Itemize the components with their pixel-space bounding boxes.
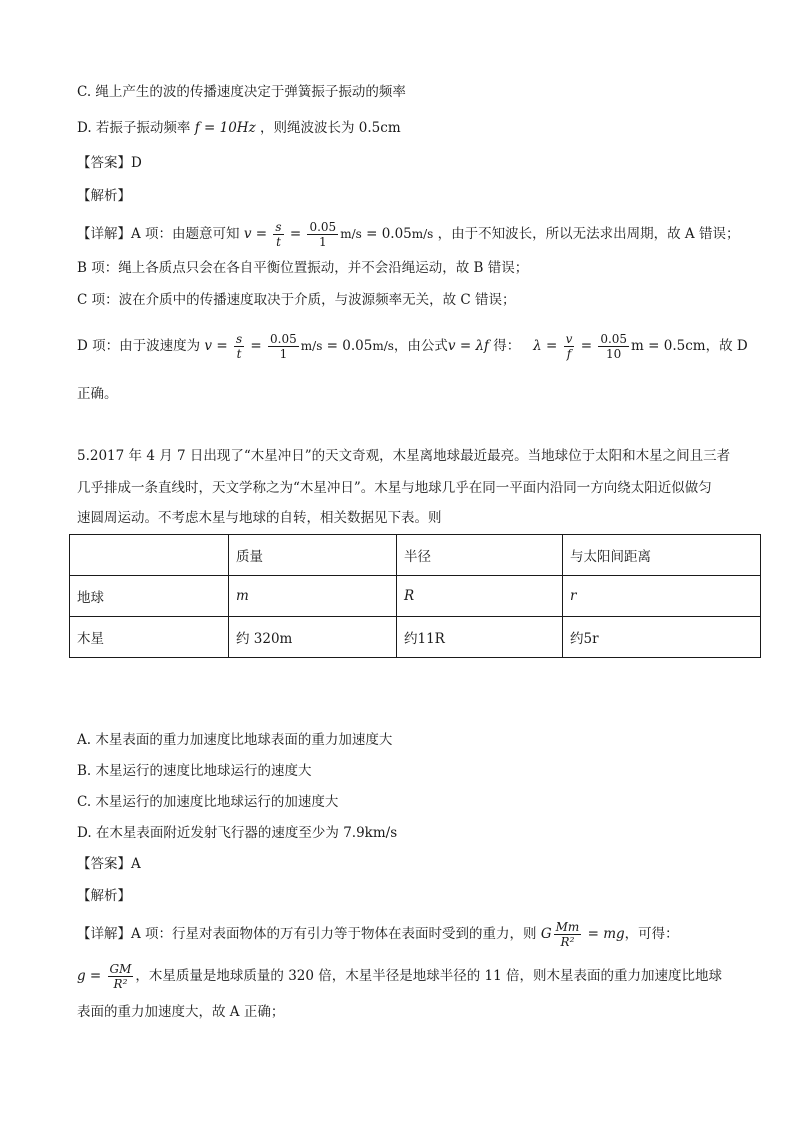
q4-option-c: C. 绳上产生的波的传播速度决定于弹簧振子振动的频率 [77,84,406,100]
q4-detail-d: D 项：由于波速度为 v = $\frac{s}{t}$ = $\frac{0.05}{1}$ m/s = 0.05m/s，由公式v = λf 得： λ = $\frac{v}{f}$ = $\frac{0.05}{10}$ m = 0.5cm，故 D [77,332,748,361]
q4-option-d-prefix: D. 若振子振动频率 [77,120,191,136]
q4-option-d-eq: f = 10Hz [194,120,256,136]
table-cell: 约11R [397,617,563,658]
table-cell: 木星 [70,617,229,658]
q4-fraction-s-t: $\frac{s}{t}$ [275,220,282,249]
table-cell: r [563,576,761,617]
table-cell: R [397,576,563,617]
q4-analysis-label: 【解析】 [77,188,131,204]
q5-option-a: A. 木星表面的重力加速度比地球表面的重力加速度大 [77,732,393,748]
q5-answer: 【答案】A [77,856,141,872]
q4-detail-a: 【详解】A 项：由题意可知 v = $\frac{s}{t}$ = $\frac{0.05}{1}$ m/s = 0.05m/s ，由于不知波长，所以无法求出周期，故 A 错误； [77,220,740,249]
q5-option-b: B. 木星运行的速度比地球运行的速度大 [77,763,312,779]
table-header-radius: 半径 [397,535,563,576]
q5-stem-line3: 速圆周运动。不考虑木星与地球的自转，相关数据见下表。则 [77,510,442,526]
q4-detail-a-suffix: ，由于不知波长，所以无法求出周期，故 A 错误； [437,226,740,242]
q4-v-symbol: v [243,226,252,242]
table-cell: 地球 [70,576,229,617]
q4-detail-c: C 项：波在介质中的传播速度取决于介质，与波源频率无关，故 C 错误； [77,292,516,308]
q5-analysis-label: 【解析】 [77,888,131,904]
q5-option-c: C. 木星运行的加速度比地球运行的加速度大 [77,794,339,810]
table-header-mass: 质量 [229,535,397,576]
q4-detail-b: B 项：绳上各质点只会在各自平衡位置振动，并不会沿绳运动，故 B 错误； [77,260,529,276]
q5-detail-a2: g = $\frac{GM}{\text{R²}}$ ，木星质量是地球质量的 320 倍，木星半径是地球半径的 11 倍，则木星表面的重力加速度比地球 [77,962,723,991]
table-header-distance: 与太阳间距离 [563,535,761,576]
table-cell [70,535,229,576]
q4-fraction-005-1: $\frac{0.05}{1}$ [309,220,337,249]
table-row [70,617,761,658]
table-cell: 约5r [563,617,761,658]
q5-detail-a3: 表面的重力加速度大，故 A 正确； [77,1004,285,1020]
q4-option-d [77,118,401,138]
table-cell: 约 320m [229,617,397,658]
q4-detail-a-prefix: 【详解】A 项：由题意可知 [77,226,240,242]
q4-result-v: 0.05 [381,226,412,242]
table-cell: m [229,576,397,617]
q5-data-table [69,534,761,658]
q5-detail-a: 【详解】A 项：行星对表面物体的万有引力等于物体在表面时受到的重力，则 G $\frac{Mm}{\text{R²}}$ = mg，可得： [77,920,679,949]
q4-option-d-suffix: ，则绳波波长为 0.5cm [260,120,401,136]
q4-answer: 【答案】D [77,155,142,171]
q5-option-d: D. 在木星表面附近发射飞行器的速度至少为 7.9km/s [77,825,398,841]
q5-stem-line2: 几乎排成一条直线时，天文学称之为“木星冲日”。木星与地球几乎在同一平面内沿同一方向绕太阳近似做匀 [77,480,712,496]
table-row [70,576,761,617]
q4-detail-d-end: 正确。 [77,386,118,402]
q5-stem-line1: 5.2017 年 4 月 7 日出现了“木星冲日”的天文奇观，木星离地球最近最亮。当地球位于太阳和木星之间且三者 [77,448,731,464]
table-header-row [70,535,761,576]
q4-unit: m/s [340,227,362,241]
